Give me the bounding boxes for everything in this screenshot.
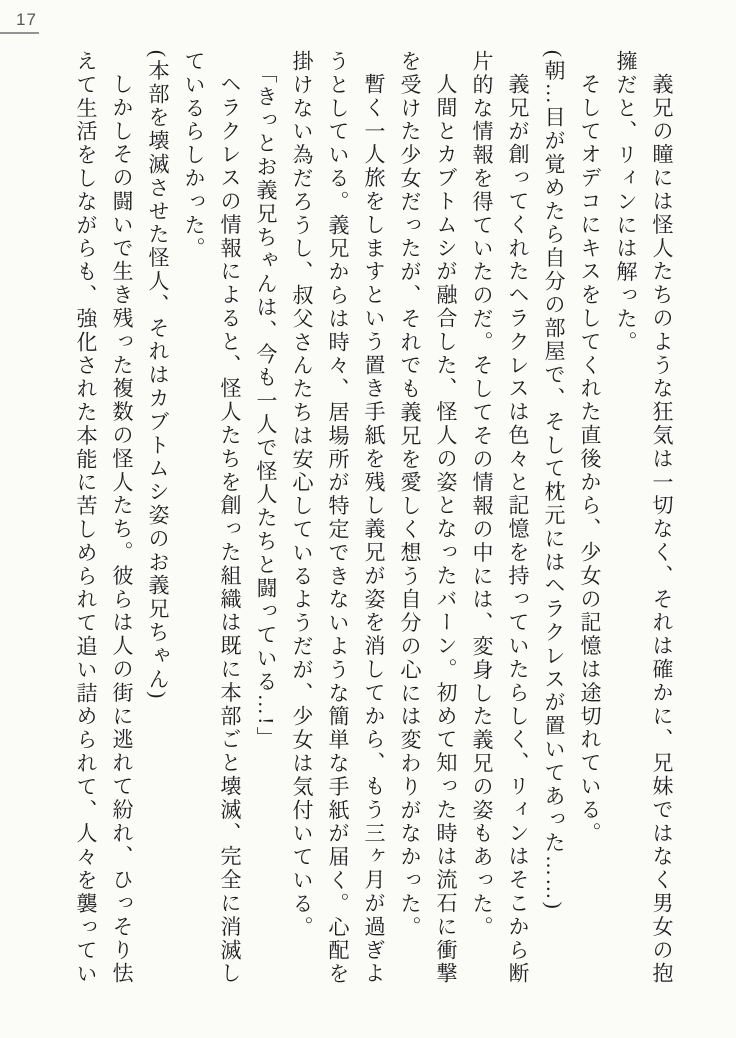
page-number-rule xyxy=(0,32,39,34)
page-number: 17 xyxy=(16,10,37,29)
paragraph-3-inner-thought: (朝…目が覚めたら自分の部屋で、そして枕元にはヘラクレスが置いてあった……) xyxy=(542,50,566,912)
paragraph-4: 義兄が創ってくれたヘラクレスは色々と記憶を持っていたらしく、リィンはそこから断片的な情報を得ていたのだ。そしてその情報の中には、変身した義兄の姿もあった。 xyxy=(470,50,530,986)
paragraph-10: しかしその闘いで生き残った複数の怪人たち。彼らは人の街に逃れて紛れ、ひっそり怯えて生活をしながらも、強化された本能に苦しめられて追い詰められて、人々を襲ってい xyxy=(74,50,134,986)
paragraph-2: そしてオデコにキスをしてくれた直後から、少女の記憶は途切れている。 xyxy=(578,73,602,846)
paragraph-7-dialogue: 「きっとお義兄ちゃんは、今も一人で怪人たちと闘っている…!」 xyxy=(254,62,278,750)
paragraph-1: 義兄の瞳には怪人たちのような狂気は一切なく、それは確かに、兄妹ではなく男女の抱擁だと、リィンには解った。 xyxy=(614,50,674,986)
novel-text-block xyxy=(66,50,680,990)
paragraph-5: 人間とカブトムシが融合した、怪人の姿となったバーン。初めて知った時は流石に衝撃を受けた少女だったが、それでも義兄を愛しく想う自分の心には変わりがなかった。 xyxy=(398,50,458,986)
paragraph-8: ヘラクレスの情報によると、怪人たちを創った組織は既に本部ごと壊滅、完全に消滅しているらしかった。 xyxy=(182,50,242,986)
paragraph-9-inner-thought: (本部を壊滅させた怪人、それはカブトムシ姿のお義兄ちゃん) xyxy=(146,50,170,701)
paragraph-6: 暫く一人旅をしますという置き手紙を残し義兄が姿を消してから、もう三ヶ月が過ぎようとしている。義兄からは時々、居場所が特定できないような簡単な手紙が届く。心配を掛けない為だろうし、叔父さんたちは安心しているようだが、少女は気付いている。 xyxy=(290,50,386,986)
